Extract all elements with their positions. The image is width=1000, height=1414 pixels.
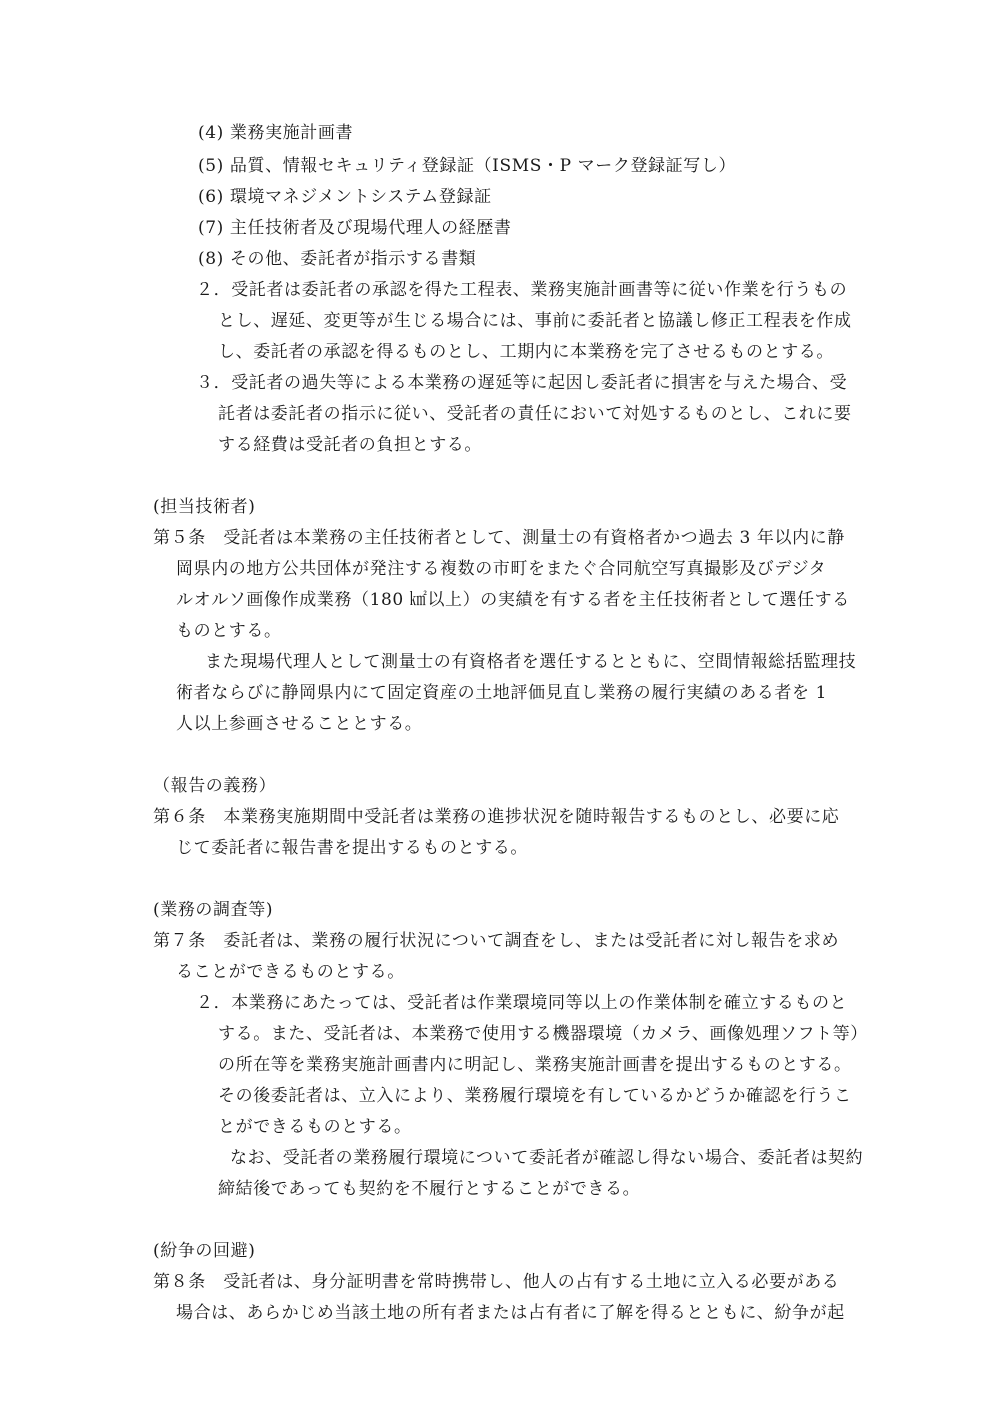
article-line: 第５条 受託者は本業務の主任技術者として、測量士の有資格者かつ過去 3 年以内に静 [153,528,845,548]
clause-2-line: とし、遅延、変更等が生じる場合には、事前に委託者と協議し修正工程表を作成 [218,311,852,331]
clause-3-line: ３．受託者の過失等による本業務の遅延等に起因し委託者に損害を与えた場合、受 [196,373,848,393]
article-line: 第７条 委託者は、業務の履行状況について調査をし、または受託者に対し報告を求め [153,931,840,951]
list-item: (7) 主任技術者及び現場代理人の経歴書 [198,218,512,238]
article-line: 術者ならびに静岡県内にて固定資産の土地評価見直し業務の履行実績のある者を 1 [176,683,828,703]
clause-line: 締結後であっても契約を不履行とすることができる。 [218,1179,641,1199]
list-item: (5) 品質、情報セキュリティ登録証（ISMS・P マーク登録証写し） [198,156,737,176]
clause-2-line: ２．受託者は委託者の承認を得た工程表、業務実施計画書等に従い作業を行うもの [196,280,848,300]
section-heading: (業務の調査等) [153,900,274,920]
clause-2-line: し、委託者の承認を得るものとし、工期内に本業務を完了させるものとする。 [218,342,834,362]
clause-3-line: 託者は委託者の指示に従い、受託者の責任において対処するものとし、これに要 [218,404,852,424]
article-line: ルオルソ画像作成業務（180 ㎢以上）の実績を有する者を主任技術者として選任する [176,590,850,610]
article-line: また現場代理人として測量士の有資格者を選任するとともに、空間情報総括監理技 [205,652,857,672]
section-heading: (紛争の回避) [153,1241,256,1261]
article-line: 第８条 受託者は、身分証明書を常時携帯し、他人の占有する土地に立入る必要がある [153,1272,840,1292]
clause-line: とができるものとする。 [218,1117,412,1137]
section-heading: (担当技術者) [153,497,256,517]
article-line: 場合は、あらかじめ当該土地の所有者または占有者に了解を得るとともに、紛争が起 [176,1303,845,1323]
article-line: 人以上参画させることとする。 [176,714,423,734]
article-line: じて委託者に報告書を提出するものとする。 [176,838,528,858]
list-item: (8) その他、委託者が指示する書類 [198,249,477,269]
clause-line: する。また、受託者は、本業務で使用する機器環境（カメラ、画像処理ソフト等） [218,1024,868,1044]
article-line: ものとする。 [176,621,282,641]
clause-3-line: する経費は受託者の負担とする。 [218,435,482,455]
article-line: 第６条 本業務実施期間中受託者は業務の進捗状況を随時報告するものとし、必要に応 [153,807,840,827]
clause-line: ２．本業務にあたっては、受託者は作業環境同等以上の作業体制を確立するものと [196,993,848,1013]
clause-line: の所在等を業務実施計画書内に明記し、業務実施計画書を提出するものとする。 [218,1055,852,1075]
clause-line: その後委託者は、立入により、業務履行環境を有しているかどうか確認を行うこ [218,1086,852,1106]
section-heading: （報告の義務） [153,776,277,796]
article-line: ることができるものとする。 [176,962,405,982]
article-line: 岡県内の地方公共団体が発注する複数の市町をまたぐ合同航空写真撮影及びデジタ [176,559,827,579]
list-item: (4) 業務実施計画書 [198,123,354,143]
list-item: (6) 環境マネジメントシステム登録証 [198,187,492,207]
clause-line: なお、受託者の業務履行環境について委託者が確認し得ない場合、委託者は契約 [230,1148,864,1168]
